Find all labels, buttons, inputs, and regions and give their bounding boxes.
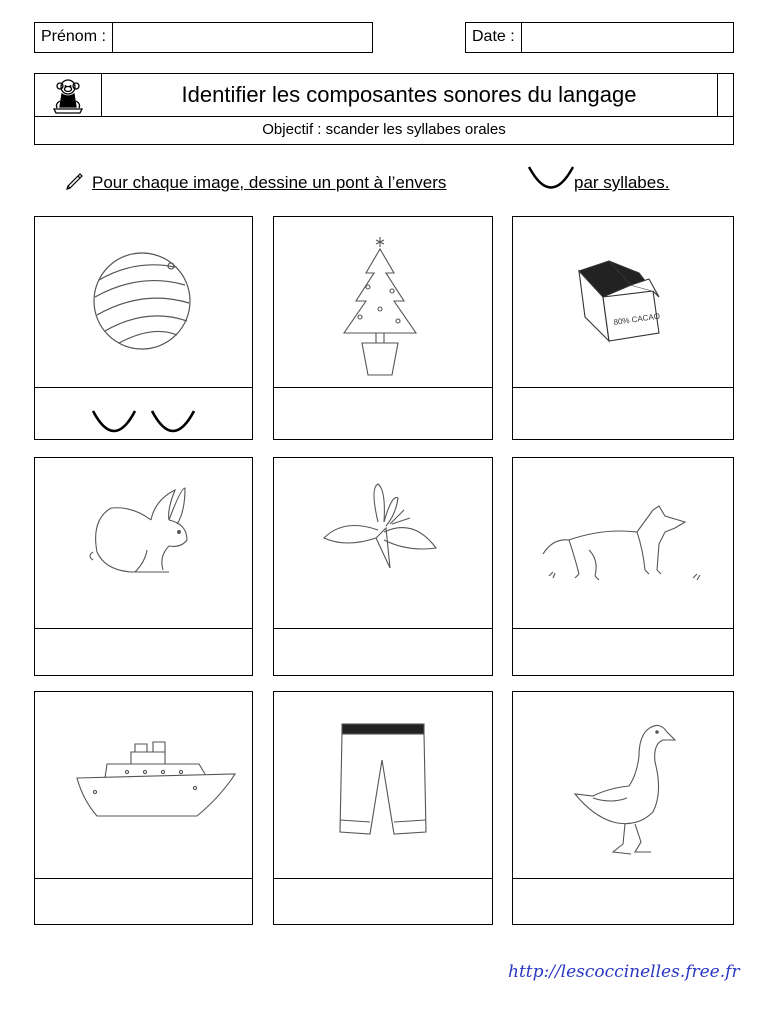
footer-url[interactable]: http://lescoccinelles.free.fr bbox=[508, 962, 740, 982]
instruction-part1: Pour chaque image, dessine un pont à l’envers bbox=[92, 173, 447, 192]
instruction-line bbox=[64, 166, 724, 198]
answer-box[interactable] bbox=[35, 878, 252, 924]
answer-box[interactable] bbox=[513, 387, 733, 439]
instruction-part2: par syllabes. bbox=[574, 173, 670, 192]
objectif-text: Objectif : scander les syllabes orales bbox=[262, 121, 506, 138]
answer-box[interactable] bbox=[35, 628, 252, 675]
goose-icon bbox=[513, 692, 733, 878]
ball-icon bbox=[35, 217, 252, 387]
christmas-tree-icon bbox=[274, 217, 492, 387]
card-lapin bbox=[34, 457, 253, 676]
card-loup bbox=[512, 457, 734, 676]
card-oie bbox=[512, 691, 734, 925]
prenom-label: Prénom : bbox=[35, 23, 113, 52]
answer-box[interactable] bbox=[35, 387, 252, 439]
chocolate-picture bbox=[513, 217, 733, 388]
pencil-icon bbox=[64, 168, 86, 190]
rabbit-icon bbox=[35, 458, 252, 628]
trousers-picture bbox=[274, 692, 492, 879]
date-field bbox=[465, 22, 734, 53]
butterfly-icon bbox=[274, 458, 492, 628]
answer-box[interactable] bbox=[513, 628, 733, 675]
svg-text:80% CACAO: 80% CACAO bbox=[613, 311, 661, 327]
date-label: Date : bbox=[466, 23, 522, 52]
answer-box[interactable] bbox=[274, 878, 492, 924]
chocolate-bar-icon bbox=[513, 217, 733, 387]
answer-box[interactable] bbox=[513, 878, 733, 924]
boat-icon bbox=[35, 692, 252, 878]
card-sapin bbox=[273, 216, 493, 440]
ball-picture bbox=[35, 217, 252, 388]
rabbit-picture bbox=[35, 458, 252, 629]
title-box bbox=[34, 73, 734, 145]
answer-box[interactable] bbox=[274, 387, 492, 439]
date-input[interactable] bbox=[522, 23, 733, 52]
monkey-logo-icon bbox=[35, 74, 102, 116]
page-title: Identifier les composantes sonores du langage bbox=[101, 74, 718, 116]
prenom-input[interactable] bbox=[113, 23, 372, 52]
wolf-picture bbox=[513, 458, 733, 629]
wolf-icon bbox=[513, 458, 733, 628]
boat-picture bbox=[35, 692, 252, 879]
butterfly-picture bbox=[274, 458, 492, 629]
card-pantalon bbox=[273, 691, 493, 925]
prenom-field bbox=[34, 22, 373, 53]
example-bridges bbox=[35, 387, 252, 439]
card-ballon bbox=[34, 216, 253, 440]
trousers-icon bbox=[274, 692, 492, 878]
card-bateau bbox=[34, 691, 253, 925]
inverted-bridge-icon bbox=[525, 164, 577, 194]
answer-box[interactable] bbox=[274, 628, 492, 675]
tree-picture bbox=[274, 217, 492, 388]
card-papillon bbox=[273, 457, 493, 676]
goose-picture bbox=[513, 692, 733, 879]
card-chocolat bbox=[512, 216, 734, 440]
